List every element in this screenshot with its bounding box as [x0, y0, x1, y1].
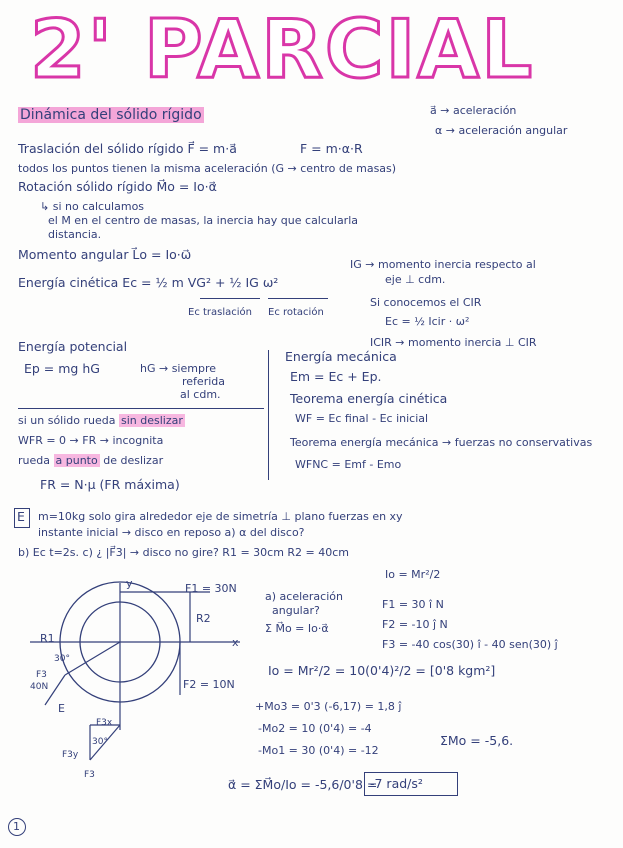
- page-number: 1: [13, 820, 20, 833]
- teorema-mecanica: Teorema energía mecánica → fuerzas no conservativas: [290, 436, 593, 449]
- a-question-2: angular?: [272, 604, 320, 617]
- note-a: a⃗ → aceleración: [430, 104, 517, 117]
- diagram-r1: R1: [40, 632, 55, 645]
- diagram-f2: F2 = 10N: [183, 678, 235, 691]
- diagram-f3b: F3: [84, 770, 95, 780]
- diagram-r2: R2: [196, 612, 211, 625]
- a-question-1: a) aceleración: [265, 590, 343, 603]
- hg-note-2: referida: [182, 375, 225, 388]
- diagram-f1: F1 = 30N: [185, 582, 237, 595]
- cir-3: ICIR → momento inercia ⊥ CIR: [370, 336, 537, 349]
- io-calculation: Io = Mr²/2 = 10(0'4)²/2 = [0'8 kgm²]: [268, 663, 496, 678]
- energia-potencial: Energía potencial: [18, 339, 128, 354]
- io-formula: Io = Mr²/2: [385, 568, 441, 581]
- diagram-f3y: F3y: [62, 750, 79, 760]
- hg-note-1: hG → siempre: [140, 362, 217, 375]
- diagram-y: y: [126, 577, 133, 590]
- em-formula: Em = Ec + Ep.: [290, 369, 382, 384]
- f1-vector: F1 = 30 î N: [382, 598, 444, 611]
- ig-note-1: IG → momento inercia respecto al: [350, 258, 536, 271]
- traslacion: Traslación del sólido rígido F⃗ = m·a⃗: [18, 141, 237, 156]
- mo1: -Mo1 = 30 (0'4) = -12: [258, 744, 379, 757]
- diagram-f3x: F3x: [96, 718, 113, 728]
- diagram-x: x: [232, 636, 239, 649]
- ec-traslacion: Ec traslación: [188, 307, 253, 318]
- diagram-angle: 30°: [54, 654, 70, 664]
- heading-dinamica: Dinámica del sólido rígido: [20, 107, 202, 123]
- note-alpha: α → aceleración angular: [435, 124, 568, 137]
- energia-mecanica: Energía mecánica: [285, 349, 397, 364]
- exercise-line1: m=10kg solo gira alrededor eje de simetría ⊥ plano fuerzas en xy: [38, 510, 403, 523]
- exercise-line3: b) Ec t=2s. c) ¿ |F⃗3| → disco no gire? R1 = 30cm R2 = 40cm: [18, 546, 350, 559]
- f2-vector: F2 = -10 ĵ N: [382, 618, 448, 631]
- momento-angular: Momento angular L⃗o = Io·ω⃗: [18, 247, 192, 262]
- si-no-2: el M en el centro de masas, la inercia hay que calcularla: [48, 214, 358, 227]
- alpha-calc: α⃗ = ΣM⃗o/Io = -5,6/0'8 =: [228, 777, 378, 792]
- mo3: +Mo3 = 0'3 (-6,17) = 1,8 ĵ: [255, 700, 402, 713]
- hg-note-3: al cdm.: [180, 388, 221, 401]
- fr-formula: FR = N·μ (FR máxima): [40, 477, 180, 492]
- teorema-cinetica: Teorema energía cinética: [290, 391, 448, 406]
- f3-vector: F3 = -40 cos(30) î - 40 sen(30) ĵ: [382, 638, 558, 651]
- sum-mo: ΣMo = -5,6.: [440, 733, 514, 748]
- cir-2: Ec = ½ Icir · ω²: [385, 315, 470, 328]
- energia-cinetica: Energía cinética Ec = ½ m VG² + ½ IG ω²: [18, 275, 279, 290]
- exercise-label: E: [17, 509, 25, 524]
- diagram-f3-value: 40N: [30, 682, 49, 692]
- page-title: 2' PARCIAL: [30, 3, 535, 96]
- diagram-angle-2: 30°: [92, 737, 108, 747]
- wfnc-formula: WFNC = Emf - Emo: [295, 458, 402, 471]
- wf-formula: WF = Ec final - Ec inicial: [295, 412, 429, 425]
- todos-puntos: todos los puntos tienen la misma aceleración (G → centro de masas): [18, 162, 397, 175]
- rueda-sin-deslizar: si un sólido rueda sin deslizar: [18, 414, 183, 427]
- rotacion: Rotación sólido rígido M⃗o = Io·α⃗: [18, 179, 217, 194]
- sum-equation: Σ M⃗o = Io·α⃗: [265, 622, 329, 635]
- ep-formula: Ep = mg hG: [24, 361, 100, 376]
- exercise-line2: instante inicial → disco en reposo a) α del disco?: [38, 526, 305, 539]
- si-no-3: distancia.: [48, 228, 102, 241]
- wfr: WFR = 0 → FR → incognita: [18, 434, 164, 447]
- mo2: -Mo2 = 10 (0'4) = -4: [258, 722, 372, 735]
- rueda-a-punto: rueda a punto de deslizar: [18, 454, 164, 467]
- ec-rotacion: Ec rotación: [268, 307, 324, 318]
- diagram-e: E: [58, 702, 65, 715]
- traslacion-2: F = m·α·R: [300, 141, 363, 156]
- ig-note-2: eje ⊥ cdm.: [385, 273, 446, 286]
- si-no-1: ↳ si no calculamos: [40, 200, 145, 213]
- diagram-f3: F3: [36, 670, 47, 680]
- cir-1: Si conocemos el CIR: [370, 296, 482, 309]
- alpha-result: -7 rad/s²: [370, 776, 423, 791]
